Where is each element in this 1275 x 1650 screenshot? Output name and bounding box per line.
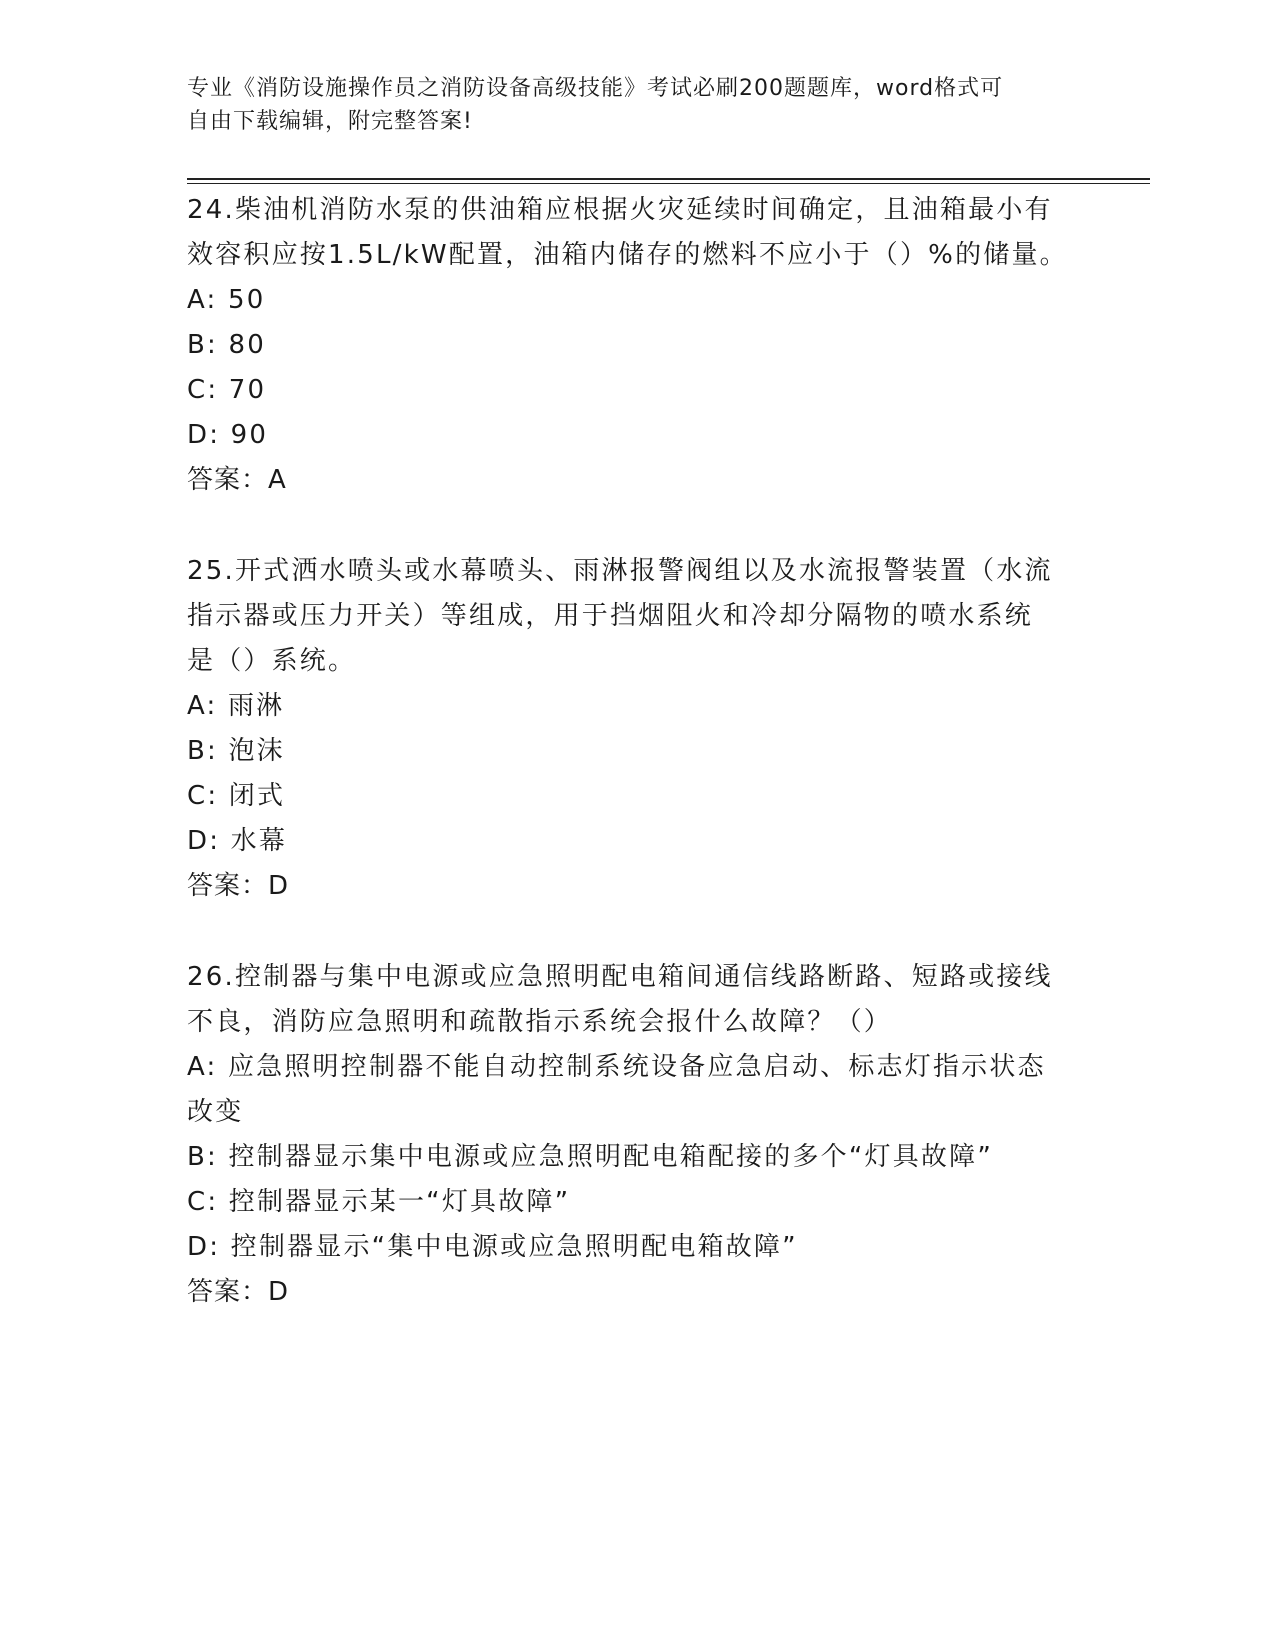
option-b: B: 泡沫 (187, 736, 285, 766)
option-d: D: 控制器显示“集中电源或应急照明配电箱故障” (187, 1232, 798, 1262)
question-26 (187, 955, 1087, 1315)
answer-label: 答案：D (187, 871, 290, 901)
option-c: C: 控制器显示某一“灯具故障” (187, 1187, 571, 1217)
answer-label: 答案：D (187, 1277, 290, 1307)
option-d: D: 水幕 (187, 826, 288, 856)
question-text-line: 效容积应按1.5L/kW配置，油箱内储存的燃料不应小于（）%的储量。 (187, 240, 1068, 270)
question-text-line: 25.开式洒水喷头或水幕喷头、雨淋报警阀组以及水流报警装置（水流 (187, 556, 1053, 586)
option-a: A: 雨淋 (187, 691, 285, 721)
option-a: A: 50 (187, 285, 266, 315)
question-list (187, 188, 1087, 1315)
option-c: C: 70 (187, 375, 267, 405)
option-b: B: 控制器显示集中电源或应急照明配电箱配接的多个“灯具故障” (187, 1142, 994, 1172)
option-c: C: 闭式 (187, 781, 286, 811)
question-text-line: 24.柴油机消防水泵的供油箱应根据火灾延续时间确定，且油箱最小有 (187, 195, 1053, 225)
question-text-line: 不良，消防应急照明和疏散指示系统会报什么故障？（） (187, 1007, 893, 1037)
option-d: D: 90 (187, 420, 269, 450)
option-a: A: 应急照明控制器不能自动控制系统设备应急启动、标志灯指示状态 (187, 1052, 1046, 1082)
spacer (187, 503, 1087, 549)
question-25 (187, 549, 1087, 909)
document-header (187, 72, 1067, 138)
question-text-line: 指示器或压力开关）等组成，用于挡烟阻火和冷却分隔物的喷水系统 (187, 601, 1034, 631)
answer-label: 答案：A (187, 465, 287, 495)
header-line-1: 专业《消防设施操作员之消防设备高级技能》考试必刷200题题库，word格式可 (187, 76, 1004, 101)
option-b: B: 80 (187, 330, 266, 360)
spacer (187, 909, 1087, 955)
header-divider-thick (187, 178, 1150, 180)
header-divider-thin (187, 183, 1150, 184)
question-text-line: 是（）系统。 (187, 646, 357, 676)
question-text-line: 26.控制器与集中电源或应急照明配电箱间通信线路断路、短路或接线 (187, 962, 1053, 992)
header-line-2: 自由下载编辑，附完整答案! (187, 109, 473, 134)
question-24 (187, 188, 1087, 503)
option-a-continued: 改变 (187, 1097, 244, 1127)
